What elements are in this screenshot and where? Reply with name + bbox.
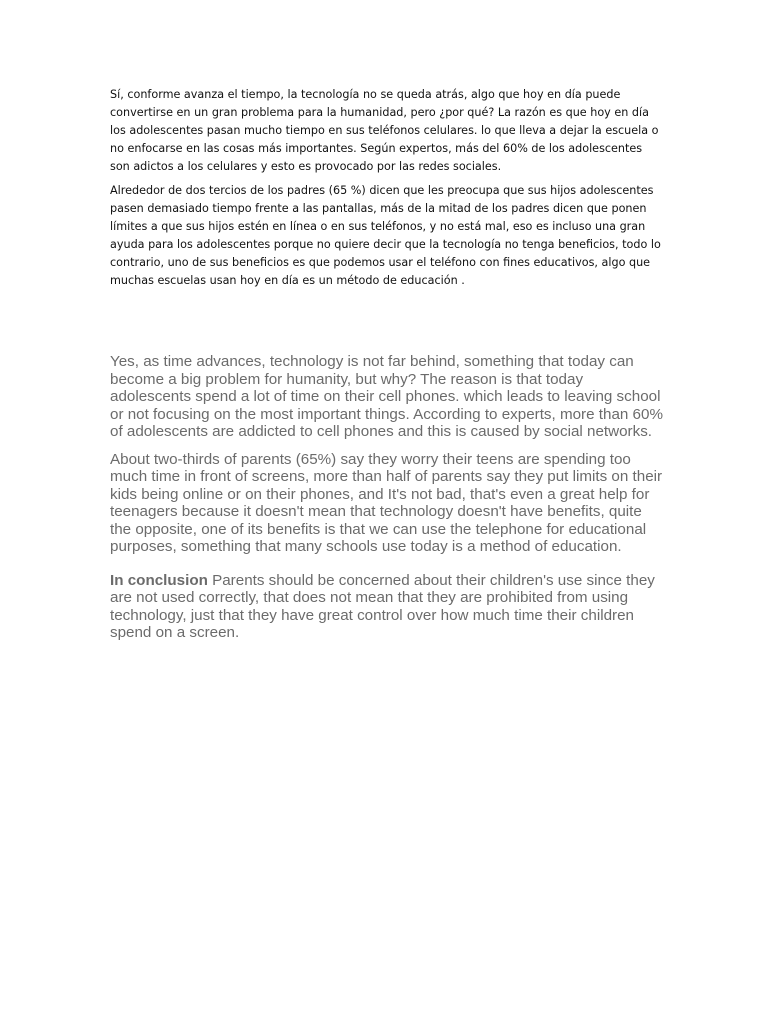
english-paragraph-1: Yes, as time advances, technology is not far behind, something that today can become a big problem for humanity, but why? The reason is that today adolescents spend a lot of time on their cell phones. which leads to leaving school or not focusing on the most important things. According to experts, more than 60% of adolescents are addicted to cell phones and this is caused by social networks.: [110, 353, 663, 440]
spanish-paragraph-1: Sí, conforme avanza el tiempo, la tecnología no se queda atrás, algo que hoy en día puede convertirse en un gran problema para la humanidad, pero ¿por qué? La razón es que hoy en día los adolescentes pasan mucho tiempo en sus teléfonos celulares. lo que lleva a dejar la escuela o no enfocarse en las cosas más importantes. Según expertos, más del 60% de los adolescentes son adictos a los celulares y esto es provocado por las redes sociales.: [110, 88, 659, 173]
spanish-paragraph-2: Alrededor de dos tercios de los padres (65 %) dicen que les preocupa que sus hijos adolescentes pasen demasiado tiempo frente a las pantallas, más de la mitad de los padres dicen que ponen límites a que sus hijos estén en línea o en sus teléfonos, y no está mal, eso es incluso una gran ayuda para los adolescentes porque no quiere decir que la tecnología no tenga beneficios, todo lo contrario, uno de sus beneficios es que podemos usar el teléfono con fines educativos, algo que muchas escuelas usan hoy en día es un método de educación .: [110, 184, 661, 287]
spanish-text-section: [110, 86, 662, 296]
conclusion-lead: In conclusion: [110, 571, 208, 589]
conclusion-paragraph: [110, 572, 665, 642]
english-paragraph-2: About two-thirds of parents (65%) say they worry their teens are spending too much time in front of screens, more than half of parents say they put limits on their kids being online or on their phones, and It's not bad, that's even a great help for teenagers because it doesn't mean that technology doesn't have benefits, quite the opposite, one of its benefits is that we can use the telephone for educational purposes, something that many schools use today is a method of education.: [110, 450, 663, 555]
conclusion-text: Parents should be concerned about their children's use since they are not used correctly, that does not mean that they are prohibited from using technology, just that they have great control over how much time their children spend on a screen.: [110, 571, 655, 641]
english-text-section: [110, 353, 665, 652]
